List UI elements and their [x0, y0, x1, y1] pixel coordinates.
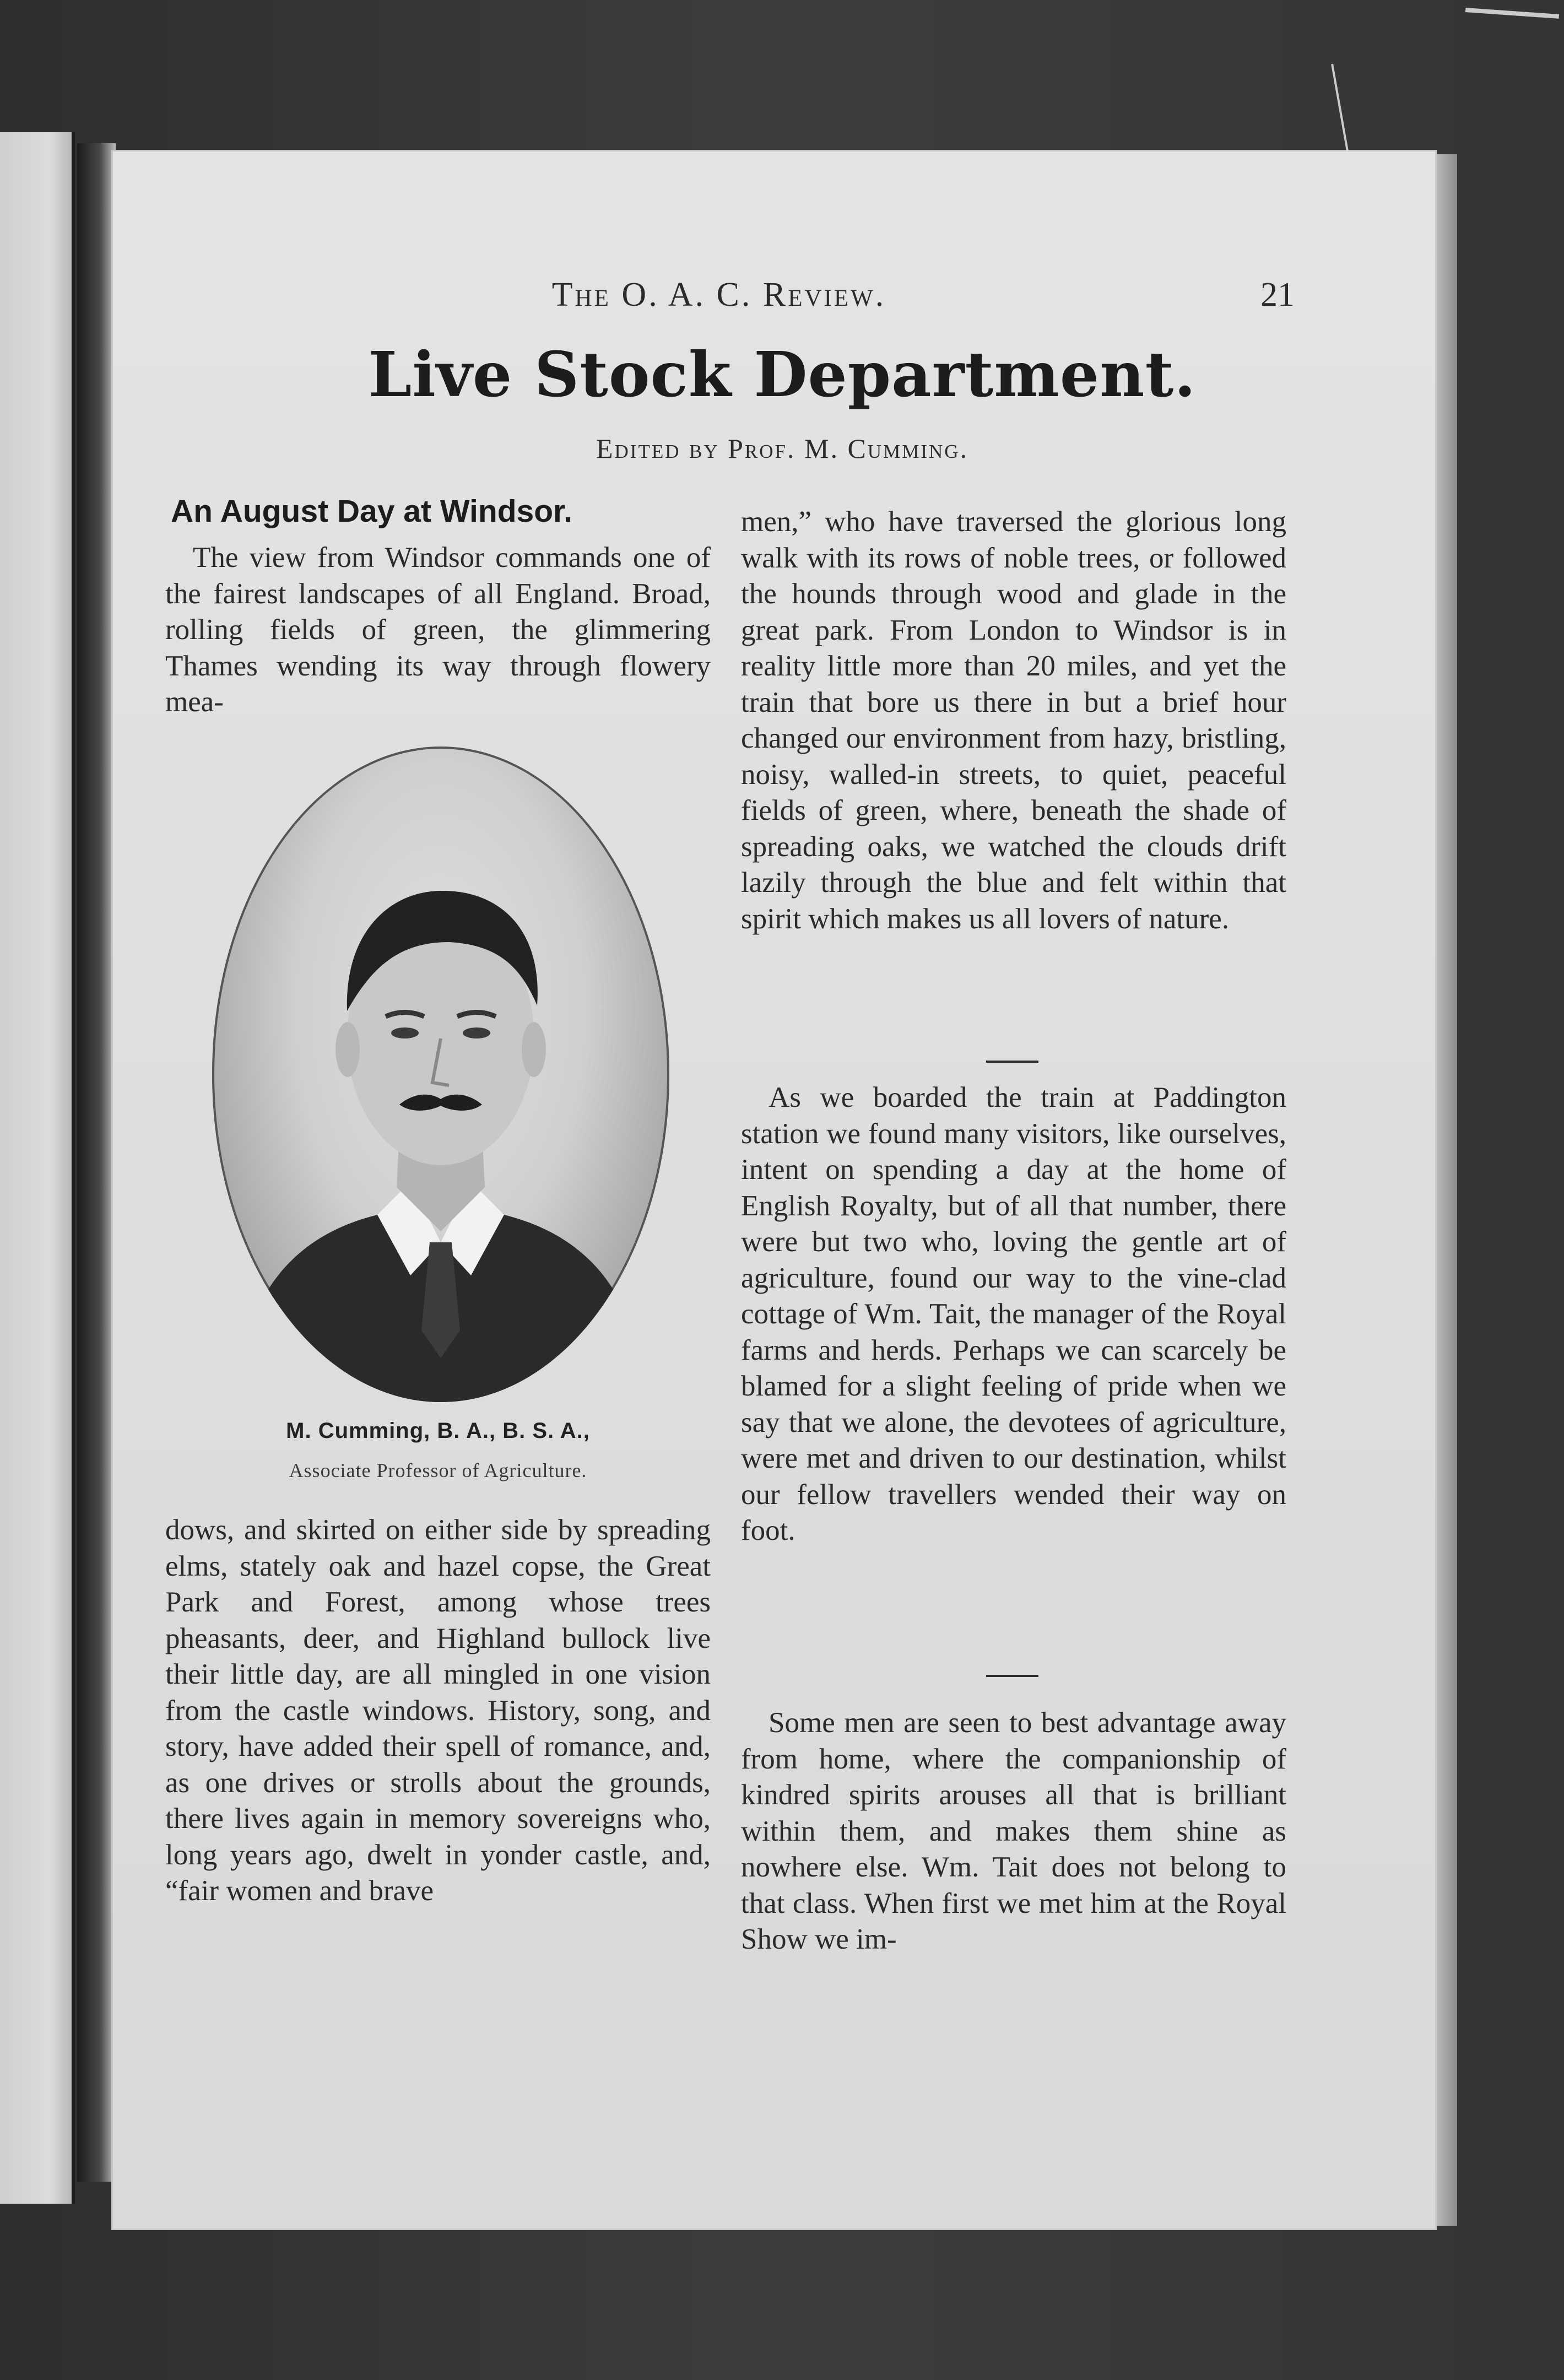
paragraph: As we boarded the train at Paddington station we found many visitors, like ourselves, intent on spending a day at the home of English Royalty, but of all that number, there were but two who, loving the gentle art of agriculture, found our way to the vine-clad cottage of Wm. Tait, the manager of the Royal farms and herds. Perhaps we can scarcely be blamed for a slight feeling of pride when we say that we alone, the devotees of agriculture, were met and driven to our destination, whilst our fellow travellers wended their way on foot. [741, 1081, 1286, 1546]
portrait-figure [212, 747, 669, 1402]
column-2-middle [741, 1080, 1286, 1549]
portrait-caption-role: Associate Professor of Agriculture. [289, 1459, 587, 1481]
facing-page-edge [0, 132, 75, 2204]
column-1-bottom [165, 1512, 711, 1910]
column-2-bottom [741, 1705, 1286, 1958]
page-number: 21 [1260, 276, 1295, 313]
running-head: The O. A. C. Review. [551, 276, 886, 313]
column-2-top [741, 504, 1286, 937]
column-1-top [165, 540, 711, 721]
section-rule [986, 1061, 1038, 1063]
department-title: Live Stock Department. [368, 339, 1197, 411]
page-stack-edge [1435, 154, 1457, 2226]
paragraph: dows, and skirted on either side by spreading elms, stately oak and hazel copse, the Great Park and Forest, among whose trees pheasants, deer, and Highland bullock live their little day, are all mingled in one vision from the castle windows. History, song, and story, have added their spell of romance, and, as one drives or strolls about the grounds, there lives again in memory sovereigns who, long years ago, dwelt in yonder castle, and, “fair women and brave [165, 1514, 711, 1907]
paragraph: Some men are seen to best advantage away from home, where the companionship of kindred spirits arouses all that is brilliant within them, and makes them shine as nowhere else. Wm. Tait does not belong to that class. When first we met him at the Royal Show we im- [741, 1707, 1286, 1955]
article-title: An August Day at Windsor. [171, 494, 572, 529]
section-rule [986, 1675, 1038, 1677]
paragraph: The view from Windsor commands one of the fairest landscapes of all England. Broad, rolling fields of green, the glimmering Thames wending its way through flowery mea- [165, 542, 711, 718]
portrait-photo [212, 747, 669, 1402]
book-spine [77, 143, 116, 2182]
portrait-caption-name: M. Cumming, B. A., B. S. A., [286, 1419, 590, 1443]
editor-byline: Edited by Prof. M. Cumming. [596, 433, 969, 464]
paragraph: men,” who have traversed the glorious long walk with its rows of noble trees, or followed the hounds through wood and glade in the great park. From London to Windsor is in reality little more than 20 miles, and yet the train that bore us there in but a brief hour changed our environment from hazy, bristling, noisy, walled-in streets, to quiet, peaceful fields of green, where, beneath the shade of spreading oaks, we watched the clouds drift lazily through the blue and felt within that spirit which makes us all lovers of nature. [741, 506, 1286, 935]
